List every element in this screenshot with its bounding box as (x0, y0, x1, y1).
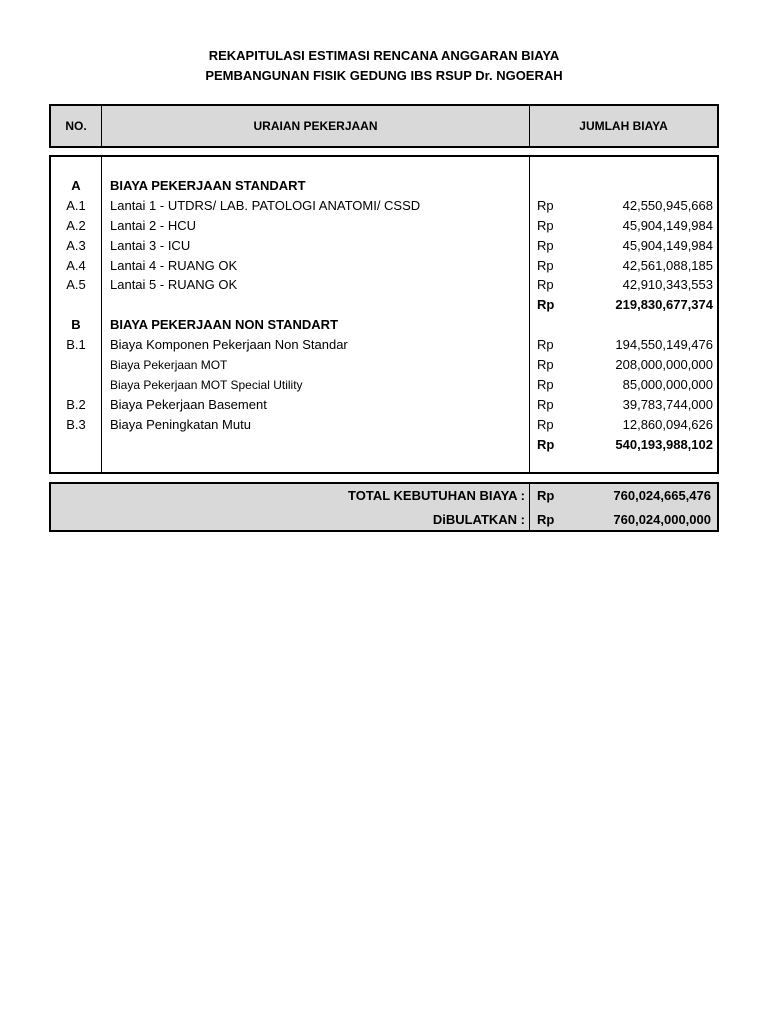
row-no: A.5 (66, 277, 86, 292)
row-currency: Rp (537, 277, 554, 292)
table-row (51, 375, 717, 395)
row-no: A.4 (66, 258, 86, 273)
row-currency: Rp (537, 198, 554, 213)
row-currency: Rp (537, 397, 554, 412)
row-no: B (71, 317, 81, 332)
row-desc: BIAYA PEKERJAAN NON STANDART (110, 317, 339, 332)
row-desc: Biaya Pekerjaan Basement (110, 397, 267, 412)
section-row-b (51, 315, 717, 335)
row-no: B.2 (66, 397, 86, 412)
row-currency: Rp (537, 357, 554, 372)
row-currency: Rp (537, 238, 554, 253)
row-currency: Rp (537, 218, 554, 233)
row-desc: Lantai 5 - RUANG OK (110, 277, 238, 292)
row-no: B.1 (66, 337, 86, 352)
row-amount: 194,550,149,476 (615, 337, 713, 352)
total-currency: Rp (537, 488, 555, 503)
row-amount: 85,000,000,000 (622, 377, 713, 392)
table-header (49, 104, 719, 148)
totals-box (49, 482, 719, 532)
table-row (51, 355, 717, 375)
row-desc: Biaya Komponen Pekerjaan Non Standar (110, 337, 348, 352)
total-amount: 760,024,665,476 (613, 488, 711, 503)
total-row (51, 484, 717, 508)
row-no: A (71, 178, 81, 193)
row-currency: Rp (537, 437, 555, 452)
rounded-amount: 760,024,000,000 (613, 512, 711, 527)
row-no: B.3 (66, 417, 86, 432)
row-amount: 42,561,088,185 (622, 258, 713, 273)
subtotal-row-a (51, 295, 717, 315)
row-amount: 42,910,343,553 (622, 277, 713, 292)
row-desc: BIAYA PEKERJAAN STANDART (110, 178, 306, 193)
header-no: NO. (65, 119, 87, 133)
row-desc: Biaya Pekerjaan MOT Special Utility (110, 378, 303, 392)
row-amount: 208,000,000,000 (615, 357, 713, 372)
table-row (51, 256, 717, 276)
row-desc: Lantai 2 - HCU (110, 218, 196, 233)
row-currency: Rp (537, 337, 554, 352)
total-label: TOTAL KEBUTUHAN BIAYA : (348, 488, 525, 503)
header-uraian-pekerjaan: URAIAN PEKERJAAN (253, 119, 378, 133)
row-amount: 39,783,744,000 (622, 397, 713, 412)
rounded-row (51, 508, 717, 532)
table-row (51, 236, 717, 256)
section-row-a (51, 176, 717, 196)
row-desc: Lantai 3 - ICU (110, 238, 191, 253)
row-currency: Rp (537, 297, 555, 312)
document-title-line-2: PEMBANGUNAN FISIK GEDUNG IBS RSUP Dr. NGOERAH (205, 68, 563, 83)
row-desc: Biaya Peningkatan Mutu (110, 417, 251, 432)
row-no: A.1 (66, 198, 86, 213)
table-row (51, 275, 717, 295)
table-row (51, 415, 717, 435)
row-amount: 45,904,149,984 (622, 218, 713, 233)
subtotal-amount: 219,830,677,374 (615, 297, 713, 312)
row-desc: Lantai 1 - UTDRS/ LAB. PATOLOGI ANATOMI/ CSSD (110, 198, 421, 213)
table-row (51, 216, 717, 236)
row-amount: 42,550,945,668 (622, 198, 713, 213)
row-amount: 12,860,094,626 (622, 417, 713, 432)
row-currency: Rp (537, 258, 554, 273)
rounded-currency: Rp (537, 512, 555, 527)
row-desc: Biaya Pekerjaan MOT (110, 358, 228, 372)
table-row (51, 196, 717, 216)
table-row (51, 395, 717, 415)
row-currency: Rp (537, 417, 554, 432)
row-amount: 45,904,149,984 (622, 238, 713, 253)
row-no: A.3 (66, 238, 86, 253)
table-body (49, 155, 719, 474)
document-title-line-1: REKAPITULASI ESTIMASI RENCANA ANGGARAN BIAYA (208, 48, 560, 63)
subtotal-amount: 540,193,988,102 (615, 437, 713, 452)
row-desc: Lantai 4 - RUANG OK (110, 258, 238, 273)
rounded-label: DiBULATKAN : (432, 512, 525, 527)
subtotal-row-b (51, 435, 717, 455)
row-no: A.2 (66, 218, 86, 233)
table-row (51, 335, 717, 355)
header-jumlah-biaya: JUMLAH BIAYA (579, 119, 668, 133)
row-currency: Rp (537, 377, 554, 392)
